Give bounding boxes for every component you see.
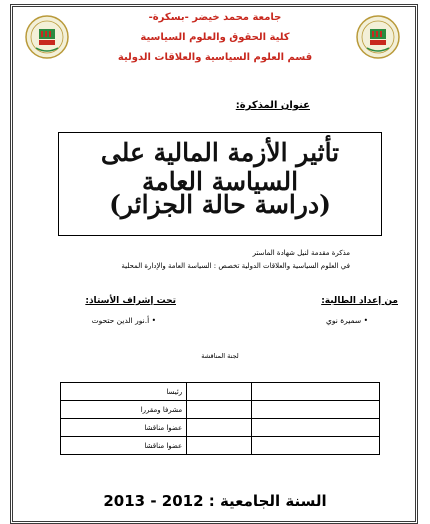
jury-member-cell (252, 401, 380, 419)
academic-year: السنة الجامعية : 2012 - 2013 (103, 492, 327, 510)
jury-member-cell (252, 419, 380, 437)
jury-member-cell (252, 383, 380, 401)
thesis-subtitle: (دراسة حالة الجزائر) (109, 190, 331, 219)
thesis-title: تأثير الأزمة المالية على السياسة العامة (100, 138, 340, 196)
student-label: من إعداد الطالبة: (321, 296, 398, 306)
table-row (61, 383, 380, 401)
faculty-name: كلية الحقوق والعلوم السياسية (140, 32, 290, 43)
jury-role-cell: عضوا مناقشا (61, 437, 187, 455)
title-label: عنوان المذكرة: (235, 100, 310, 111)
supervisor-name: • أ.نور الدين حتحوت (91, 316, 156, 325)
student-name: • سميرة نوي (326, 316, 368, 325)
jury-grade-cell (187, 383, 252, 401)
jury-role-cell: رئيسا (61, 383, 187, 401)
jury-grade-cell (187, 437, 252, 455)
jury-member-cell (252, 437, 380, 455)
committee-label: لجنة المناقشة (201, 352, 239, 360)
university-name: جامعة محمد خيضر -بسكرة- (148, 12, 282, 23)
jury-grade-cell (187, 419, 252, 437)
memo-specialty-line: في العلوم السياسية والعلاقات الدولية تخصص : السياسة العامة والإدارة المحلية (121, 262, 350, 270)
jury-grade-cell (187, 401, 252, 419)
table-row (61, 437, 380, 455)
table-row (61, 401, 380, 419)
department-name: قسم العلوم السياسية والعلاقات الدولية (117, 52, 313, 63)
memo-degree-line: مذكرة مقدمة لنيل شهادة الماستر (252, 249, 350, 257)
supervisor-label: تحت إشراف الأستاذ: (85, 296, 176, 306)
jury-table (60, 382, 380, 455)
jury-role-cell: عضوا مناقشا (61, 419, 187, 437)
table-row (61, 419, 380, 437)
jury-role-cell: مشرفا ومقررا (61, 401, 187, 419)
